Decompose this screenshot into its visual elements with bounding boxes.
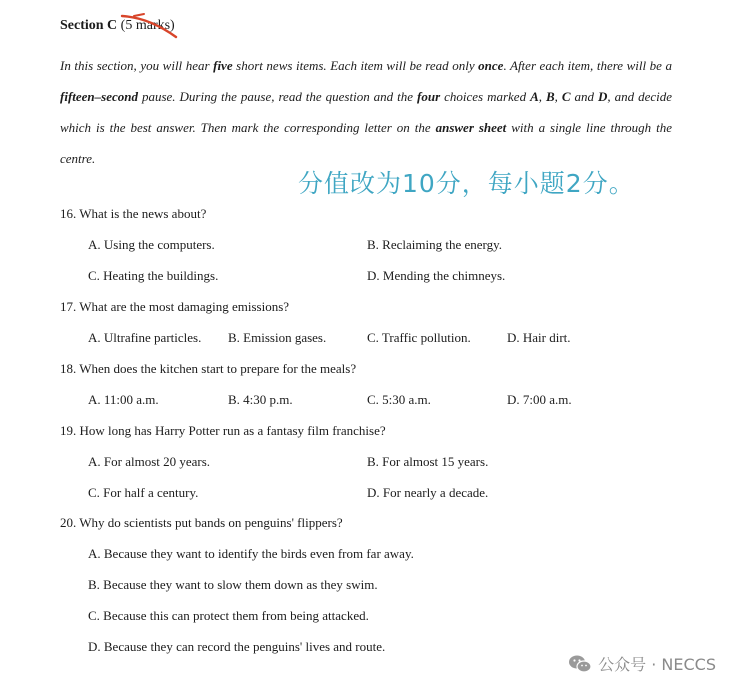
wechat-icon bbox=[568, 654, 592, 674]
option-18d: D. 7:00 a.m. bbox=[507, 392, 572, 407]
instr-text: . After each item, there will be a bbox=[503, 58, 672, 73]
option-19b: B. For almost 15 years. bbox=[367, 454, 489, 469]
option-17c: C. Traffic pollution. bbox=[367, 330, 471, 345]
instr-bold: A bbox=[530, 89, 539, 104]
instr-bold: answer sheet bbox=[435, 120, 507, 135]
instr-bold: five bbox=[213, 58, 233, 73]
instr-text: , bbox=[538, 89, 546, 104]
instr-text: choices marked bbox=[440, 89, 531, 104]
option-16d: D. Mending the chimneys. bbox=[367, 268, 506, 283]
question-18: 18. When does the kitchen start to prepare for the meals? bbox=[60, 361, 357, 376]
option-16a: A. Using the computers. bbox=[88, 237, 215, 252]
option-20a: A. Because they want to identify the birds even from far away. bbox=[88, 546, 414, 561]
option-18b: B. 4:30 p.m. bbox=[228, 392, 293, 407]
option-17d: D. Hair dirt. bbox=[507, 330, 571, 345]
option-16c: C. Heating the buildings. bbox=[88, 268, 219, 283]
watermark-text: 公众号 · NECCS bbox=[598, 655, 716, 674]
question-16: 16. What is the news about? bbox=[60, 206, 207, 221]
instr-bold: once bbox=[478, 58, 504, 73]
section-marks: (5 marks) bbox=[120, 18, 175, 33]
instr-text: , and decide which is the best answer. Then mark the corresponding letter on the bbox=[60, 89, 673, 135]
red-strike-mark bbox=[120, 12, 180, 42]
option-20c: C. Because this can protect them from being attacked. bbox=[88, 608, 369, 623]
question-19: 19. How long has Harry Potter run as a fantasy film franchise? bbox=[60, 423, 386, 438]
instr-text: , bbox=[554, 89, 562, 104]
option-20d: D. Because they can record the penguins' lives and route. bbox=[88, 639, 386, 654]
section-instructions bbox=[60, 50, 672, 174]
handwritten-score-note: 分值改为10分，每小题2分。 bbox=[298, 169, 635, 198]
instr-bold: fifteen–second bbox=[60, 89, 138, 104]
instr-bold: D bbox=[598, 89, 608, 104]
instr-text: pause. During the pause, read the question and the bbox=[137, 89, 418, 104]
option-18a: A. 11:00 a.m. bbox=[88, 392, 159, 407]
option-19d: D. For nearly a decade. bbox=[367, 485, 489, 500]
option-16b: B. Reclaiming the energy. bbox=[367, 237, 503, 252]
instr-text: and bbox=[570, 89, 599, 104]
option-19a: A. For almost 20 years. bbox=[88, 454, 211, 469]
instr-bold: C bbox=[561, 89, 571, 104]
option-19c: C. For half a century. bbox=[88, 485, 199, 500]
instr-bold: B bbox=[545, 89, 555, 104]
instr-bold: four bbox=[417, 89, 441, 104]
watermark bbox=[568, 652, 716, 675]
option-17a: A. Ultrafine particles. bbox=[88, 330, 202, 345]
option-17b: B. Emission gases. bbox=[228, 330, 327, 345]
question-20: 20. Why do scientists put bands on penguins' flippers? bbox=[60, 515, 343, 530]
option-20b: B. Because they want to slow them down as they swim. bbox=[88, 577, 378, 592]
question-17: 17. What are the most damaging emissions? bbox=[60, 299, 290, 314]
option-18c: C. 5:30 a.m. bbox=[367, 392, 431, 407]
instr-text: short news items. Each item will be read only bbox=[232, 58, 479, 73]
instr-text: with a single line through the centre. bbox=[60, 120, 672, 166]
section-name: Section C bbox=[60, 18, 118, 33]
instr-text: In this section, you will hear bbox=[60, 58, 214, 73]
